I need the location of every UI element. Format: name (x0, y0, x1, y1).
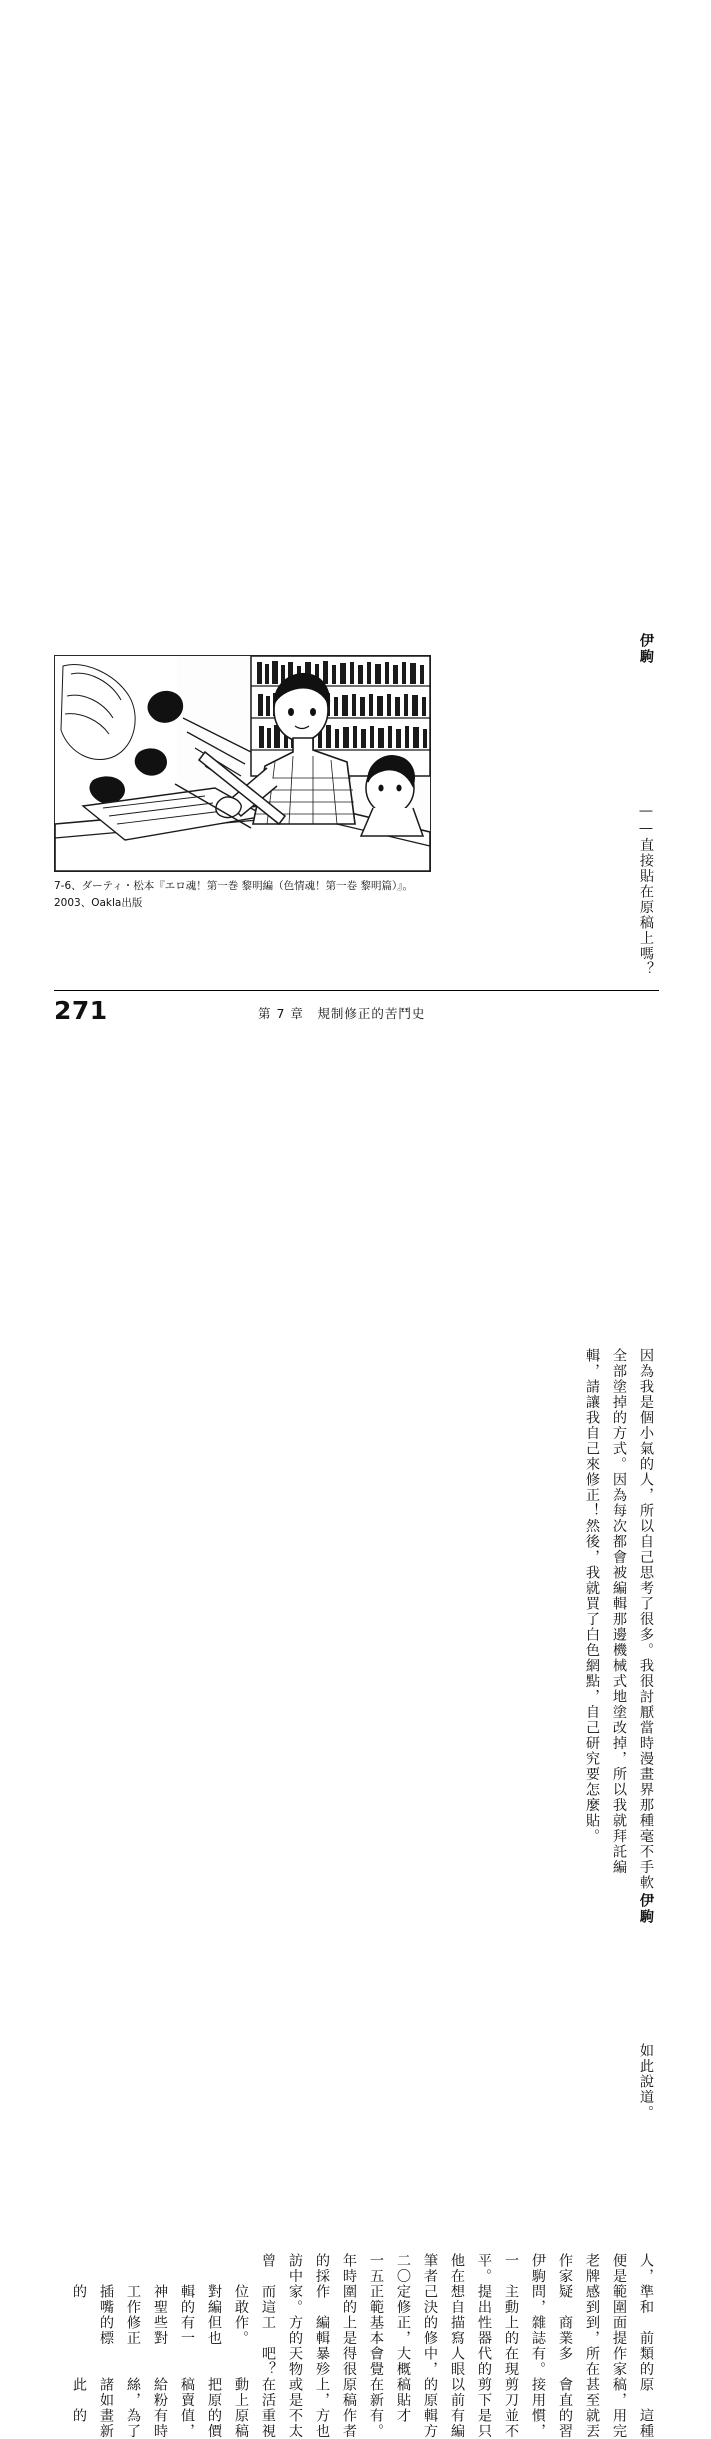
text-column-3: 類的作家所在多有。在現代的人眼中，大概會覺得很暴殄天物吧？ (260, 2346, 654, 2377)
speaker-label-2: 伊駒 (638, 633, 654, 666)
figure-caption (54, 878, 474, 912)
text-column-4: 前面提到，商業雜誌上的性器描寫的修正，基本上是編輯方的工作。但也有一些對修正的標 (98, 2315, 654, 2346)
figure-caption-line2: 2003、Oakla出版 (54, 897, 143, 909)
column-wrap-5 (49, 1348, 659, 1893)
footer-divider (54, 990, 659, 991)
running-head: 第 7 章 規制修正的苦鬥史 (258, 1006, 426, 1021)
manga-illustration (54, 655, 431, 872)
speaker-label-1: 伊駒 (638, 1893, 654, 1926)
figure-caption-line1: 7-6、ダーティ・松本『エロ魂！第一巻 黎明編（色情魂！第一卷 黎明篇）』。 (54, 880, 413, 892)
column-wrap-4 (49, 1893, 659, 2043)
text-column-7: 如此說道。 (638, 2043, 654, 2121)
text-column-5: 準和範圍感到疑問，主動提出想自己決定修正範圍的作家。而這位敢對編輯的神聖工作插嘴的 (71, 2284, 654, 2315)
page-number: 271 (54, 996, 108, 1025)
column-wrap-8 (49, 88, 659, 633)
column-wrap-3 (49, 2043, 659, 2253)
text-column-10: ——直接貼在原稿上嗎？ (638, 803, 654, 978)
text-column-1: 這種用完就丟的習慣，並不是只有編輯方才有。作者方也不太重視原稿的價值，有時為了畫新的 (71, 2408, 654, 2439)
text-column-2: 原稿，甚至會直接用剪刀剪下以前的原稿貼在新原稿上，或是在活動上把原稿賣給粉絲，諸如此 (71, 2377, 654, 2408)
text-column-6: 人，便是老牌作家伊駒一平。他在筆者二〇一五年時的採訪中曾 (260, 2253, 654, 2284)
text-column-9: 因為我是個小氣的人，所以自己思考了很多。我很討厭當時漫畫界那種毫不手軟全部塗掉的方式。因為每次都會被編輯那邊機械式地塗改掉，所以我就拜託編輯，請讓我自己來修正！然後，我就買了白色網點，自己研究要怎麼貼。 (584, 1348, 654, 1891)
